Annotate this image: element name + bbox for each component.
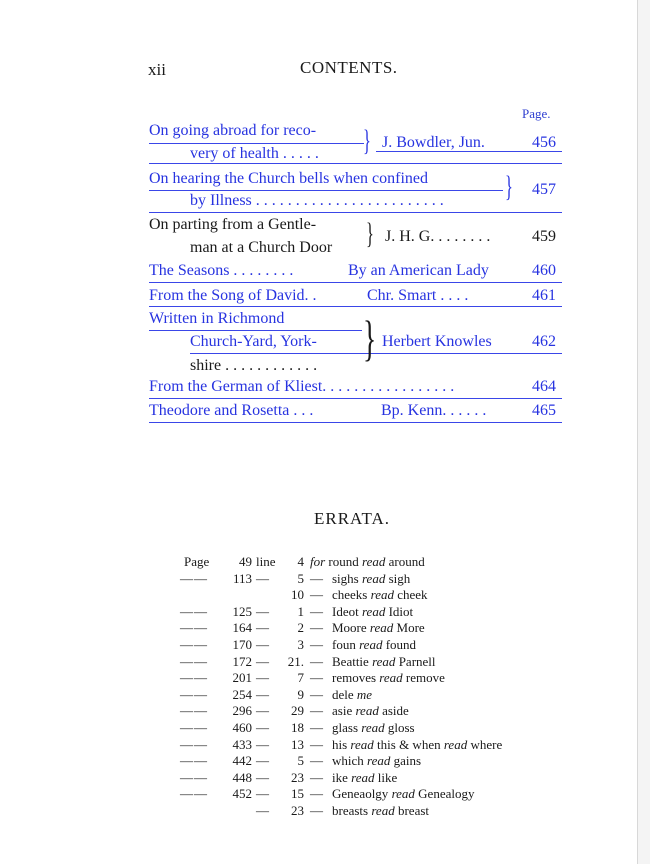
errata-wrong: which (332, 753, 364, 769)
errata-wrong: ike (332, 769, 348, 785)
toc-entry-author[interactable]: Chr. Smart . . . . (367, 287, 469, 304)
errata-right: sigh (388, 570, 411, 586)
errata-right: More (396, 620, 425, 636)
errata-dash: — (256, 719, 269, 735)
errata-line: 29 (291, 703, 304, 719)
errata-dash: — (180, 670, 193, 686)
errata-dash: — (180, 703, 193, 719)
errata-wrong: sighs (332, 570, 359, 586)
errata-line: 1 (297, 603, 304, 619)
errata-wrong: Ideot (332, 603, 359, 619)
errata-dash: — (310, 703, 323, 719)
toc-entry-author[interactable]: J. Bowdler, Jun. (382, 134, 485, 151)
toc-entry-page[interactable]: 456 (532, 134, 556, 151)
errata-dash: — (194, 686, 207, 702)
errata-dash: — (310, 753, 323, 769)
errata-right: Idiot (388, 603, 414, 619)
errata-right: like (377, 769, 398, 785)
errata-page: 448 (232, 769, 252, 785)
errata-page: 49 (239, 554, 252, 569)
page-edge (637, 0, 650, 864)
errata-dash: — (180, 786, 193, 802)
errata-wrong: foun (332, 636, 356, 652)
errata-dash: — (310, 670, 323, 686)
errata-dash: — (310, 769, 323, 785)
errata-read-word: read (370, 587, 394, 603)
brace-icon: } (366, 217, 374, 250)
errata-wrong: dele (332, 686, 354, 702)
errata-line: 23 (291, 802, 304, 818)
toc-entry-line[interactable]: by Illness . . . . . . . . . . . . . . . . . . . . . . . . (190, 192, 444, 209)
errata-dash: — (256, 570, 269, 586)
link-underline (149, 163, 562, 164)
errata-dash: — (256, 786, 269, 802)
errata-wrong: Beattie (332, 653, 369, 669)
errata-page: 433 (232, 736, 252, 752)
errata-dash: — (310, 686, 323, 702)
errata-page: 452 (232, 786, 252, 802)
toc-entry-line[interactable]: On going abroad for reco- (149, 122, 317, 139)
errata-dash: — (180, 736, 193, 752)
errata-page: 296 (232, 703, 252, 719)
errata-line: 2 (297, 620, 304, 636)
errata-dash: — (180, 686, 193, 702)
errata-wrong: Moore (332, 620, 367, 636)
toc-entry-page[interactable]: 460 (532, 262, 556, 279)
errata-right: cheek (397, 587, 428, 603)
link-underline (149, 398, 562, 399)
errata-dash: — (194, 620, 207, 636)
errata-page: 170 (232, 636, 252, 652)
errata-dash: — (310, 786, 323, 802)
errata-dash: — (194, 703, 207, 719)
toc-entry-line[interactable]: very of health . . . . . (190, 145, 319, 162)
errata-dash: — (194, 769, 207, 785)
link-underline (149, 422, 562, 423)
errata-page: 442 (232, 753, 252, 769)
errata-wrong: round (328, 554, 359, 569)
errata-right: gains (393, 753, 422, 769)
errata-dash: — (194, 736, 207, 752)
toc-entry-page[interactable]: 461 (532, 287, 556, 304)
errata-read-word: read (361, 603, 386, 619)
link-underline (149, 190, 503, 191)
errata-dash: — (310, 620, 323, 636)
errata-wrong: asie (332, 703, 353, 719)
errata-wrong: cheeks (332, 587, 368, 603)
link-underline (149, 330, 362, 331)
page-number: xii (148, 60, 166, 79)
errata-dash: — (310, 570, 323, 586)
toc-entry-line[interactable]: Written in Richmond (149, 310, 285, 327)
link-underline (376, 151, 562, 152)
errata-dash: — (180, 620, 193, 636)
errata-line: 5 (297, 753, 304, 769)
errata-dash: — (256, 802, 269, 818)
errata-read-word: read (391, 786, 415, 802)
brace-icon: } (505, 170, 513, 203)
errata-dash: — (256, 769, 269, 785)
errata-line: 18 (291, 719, 304, 735)
errata-dash: — (310, 736, 323, 752)
errata-dash: — (194, 603, 207, 619)
errata-read-word: read (379, 670, 403, 686)
toc-entry-author[interactable]: Bp. Kenn. . . . . . (381, 402, 487, 419)
errata-right: Parnell (398, 653, 436, 669)
link-underline (149, 306, 562, 307)
errata-read-word: read (362, 554, 386, 569)
toc-entry-line[interactable]: From the German of Kliest. . . . . . . . . . . . . . . . . (149, 378, 455, 395)
errata-read-word: read (372, 653, 396, 669)
errata-read-word: read (369, 620, 394, 636)
errata-line: 7 (297, 670, 304, 686)
brace-icon: } (363, 124, 371, 157)
errata-dash: — (310, 653, 323, 669)
errata-line: 13 (291, 736, 304, 752)
toc-entry-line[interactable]: From the Song of David. . (149, 287, 317, 304)
toc-entry-line[interactable]: Theodore and Rosetta . . . (149, 402, 314, 419)
errata-read-word: read (367, 753, 391, 769)
errata-wrong: glass (332, 719, 358, 735)
errata-dash: — (180, 653, 193, 669)
toc-entry-author[interactable]: Herbert Knowles (382, 333, 492, 350)
errata-dash: — (194, 753, 207, 769)
errata-right: breast (397, 802, 430, 818)
errata-right: found (385, 636, 417, 652)
errata-read-word: read (355, 703, 379, 719)
errata-dash: — (256, 603, 269, 619)
errata-wrong: Geneaolgy (332, 786, 389, 802)
errata-read-word: read (361, 719, 385, 735)
errata-right: Genealogy (418, 786, 475, 802)
errata-page: 164 (232, 620, 252, 636)
errata-dash: — (256, 736, 269, 752)
errata-line: 23 (291, 769, 304, 785)
errata-dash: — (256, 753, 269, 769)
errata-right: remove (405, 670, 445, 686)
page-title: CONTENTS. (300, 58, 398, 77)
errata-for-word: for (310, 554, 326, 569)
errata-page: 125 (232, 603, 252, 619)
errata-right: me (356, 686, 373, 702)
errata-right: this & when (377, 736, 441, 752)
errata-dash: — (194, 570, 207, 586)
errata-dash: — (256, 653, 269, 669)
link-underline (149, 143, 364, 144)
errata-dash: — (310, 802, 323, 818)
errata-page-prefix: Page (184, 554, 210, 569)
errata-line: 5 (297, 570, 304, 586)
toc-entry-line: shire . . . . . . . . . . . . (190, 357, 318, 374)
toc-entry-line: man at a Church Door (190, 239, 333, 256)
errata-wrong: breasts (332, 802, 369, 818)
toc-entry-page: 459 (532, 228, 556, 245)
errata-dash: — (180, 769, 193, 785)
errata-line: 9 (297, 686, 304, 702)
errata-dash: — (194, 653, 207, 669)
errata-dash: — (180, 719, 193, 735)
errata-read-word: read (351, 769, 375, 785)
errata-dash: — (180, 603, 193, 619)
errata-dash: — (180, 570, 193, 586)
errata-right: gloss (387, 719, 415, 735)
errata-dash: — (256, 636, 269, 652)
errata-line: 4 (297, 554, 304, 569)
errata-dash: — (256, 620, 269, 636)
toc-entry-page[interactable]: 457 (532, 181, 556, 198)
errata-right: around (388, 554, 425, 569)
errata-dash: — (310, 587, 323, 603)
errata-dash: — (194, 786, 207, 802)
errata-dash: — (256, 670, 269, 686)
toc-entry-page[interactable]: 462 (532, 333, 556, 350)
errata-right: aside (382, 703, 409, 719)
toc-entry-author: J. H. G. . . . . . . . (385, 228, 491, 245)
errata-title: ERRATA. (314, 509, 391, 528)
toc-entry-line[interactable]: Church-Yard, York- (190, 333, 317, 350)
errata-line: 15 (291, 786, 304, 802)
errata-read-word: read (443, 736, 468, 752)
errata-dash: — (310, 719, 323, 735)
brace-icon: } (363, 310, 377, 366)
toc-entry-line[interactable]: The Seasons . . . . . . . . (149, 262, 294, 279)
toc-entry-line: On parting from a Gentle- (149, 216, 317, 233)
errata-dash: — (310, 603, 323, 619)
errata-page: 172 (232, 653, 252, 669)
errata-dash: — (180, 636, 193, 652)
errata-line-word: line (256, 554, 276, 569)
errata-line: 3 (297, 636, 304, 652)
errata-dash: — (194, 670, 207, 686)
errata-page: 254 (232, 686, 252, 702)
link-underline (149, 282, 562, 283)
errata-dash: — (256, 686, 269, 702)
errata-wrong: removes (332, 670, 377, 686)
errata-read-word: read (359, 636, 383, 652)
errata-page: 113 (232, 570, 252, 586)
link-underline (149, 212, 562, 213)
toc-entry-author[interactable]: By an American Lady (348, 262, 489, 279)
toc-entry-page[interactable]: 465 (532, 402, 556, 419)
errata-line: 21. (287, 653, 304, 669)
errata-right-tail: where (470, 736, 503, 752)
errata-read-word: read (350, 736, 374, 752)
toc-entry-page[interactable]: 464 (532, 378, 556, 395)
errata-read-word: read (361, 570, 386, 586)
errata-wrong: his (332, 736, 348, 752)
page-column-label: Page. (522, 106, 551, 121)
errata-dash: — (194, 636, 207, 652)
errata-dash: — (180, 753, 193, 769)
errata-read-word: read (371, 802, 395, 818)
errata-line: 10 (291, 587, 304, 603)
errata-dash: — (194, 719, 207, 735)
errata-dash: — (256, 703, 269, 719)
errata-dash: — (310, 636, 323, 652)
toc-entry-line[interactable]: On hearing the Church bells when confined (149, 170, 429, 187)
errata-page: 201 (232, 670, 252, 686)
errata-page: 460 (232, 719, 252, 735)
